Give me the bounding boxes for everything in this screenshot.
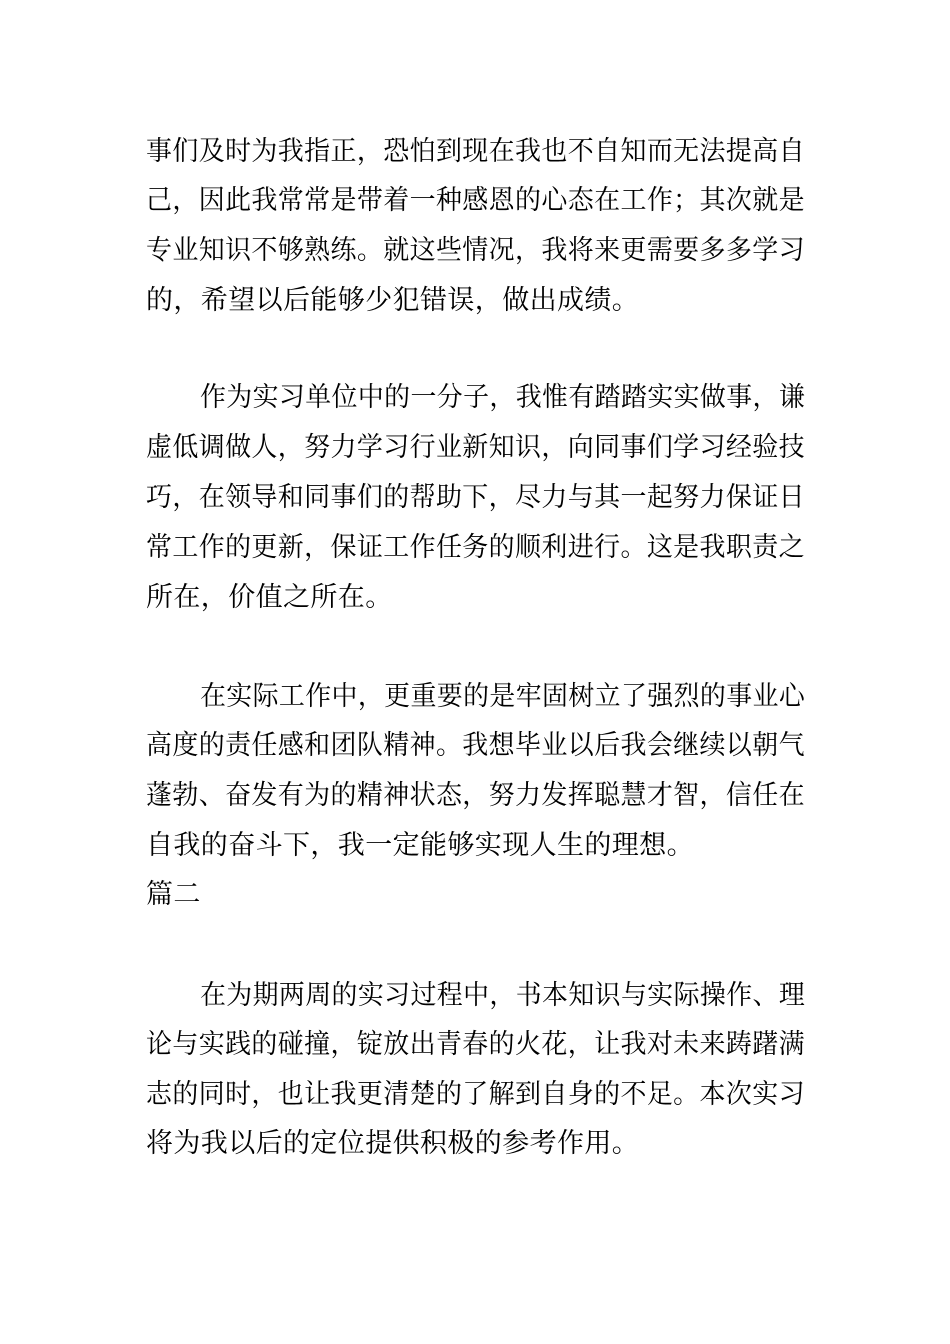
text-line: 自我的奋斗下，我一定能够实现人生的理想。 bbox=[146, 830, 694, 861]
text-line: 蓬勃、奋发有为的精神状态，努力发挥聪慧才智，信任在 bbox=[146, 780, 805, 811]
text-line: 将为我以后的定位提供积极的参考作用。 bbox=[146, 1128, 640, 1159]
section-heading: 篇二 bbox=[146, 879, 201, 910]
text-line: 高度的责任感和团队精神。我想毕业以后我会继续以朝气 bbox=[146, 730, 805, 761]
text-line: 志的同时，也让我更清楚的了解到自身的不足。本次实习 bbox=[146, 1079, 805, 1110]
text-line: 虚低调做人，努力学习行业新知识，向同事们学习经验技 bbox=[146, 432, 805, 463]
text-line: 专业知识不够熟练。就这些情况，我将来更需要多多学习 bbox=[146, 235, 805, 266]
text-line: 作为实习单位中的一分子，我惟有踏踏实实做事，谦 bbox=[200, 382, 806, 413]
text-line: 常工作的更新，保证工作任务的顺利进行。这是我职责之 bbox=[146, 532, 805, 563]
text-line: 巧，在领导和同事们的帮助下，尽力与其一起努力保证日 bbox=[146, 482, 805, 513]
text-line: 论与实践的碰撞，锭放出青春的火花，让我对未来踌躇满 bbox=[146, 1029, 805, 1060]
text-line: 在为期两周的实习过程中，书本知识与实际操作、理 bbox=[200, 980, 806, 1011]
text-line: 的，希望以后能够少犯错误，做出成绩。 bbox=[146, 285, 640, 316]
text-line: 在实际工作中，更重要的是牢固树立了强烈的事业心 bbox=[200, 681, 806, 712]
text-line: 事们及时为我指正，恐怕到现在我也不自知而无法提高自 bbox=[146, 136, 805, 167]
text-line: 己，因此我常常是带着一种感恩的心态在工作；其次就是 bbox=[146, 185, 805, 216]
text-line: 所在，价值之所在。 bbox=[146, 582, 393, 613]
